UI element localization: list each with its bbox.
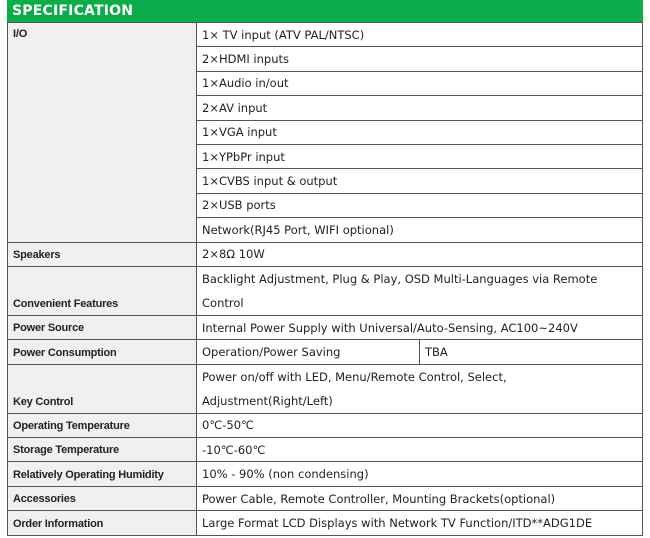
spec-table-container <box>7 0 643 536</box>
io-item: Network(RJ45 Port, WIFI optional) <box>197 218 643 242</box>
row-label: Relatively Operating Humidity <box>8 462 197 486</box>
table-row <box>8 462 643 486</box>
table-row <box>8 511 643 535</box>
row-label: Key Control <box>8 364 197 413</box>
table-row <box>8 340 643 364</box>
spec-header: SPECIFICATION <box>7 0 643 22</box>
row-value: Internal Power Supply with Universal/Auto-Sensing, AC100~240V <box>197 315 643 339</box>
row-value: -10℃-60℃ <box>197 438 643 462</box>
row-label: Accessories <box>8 486 197 510</box>
row-label: I/O <box>8 23 197 243</box>
row-value: Power on/off with LED, Menu/Remote Control, Select, Adjustment(Right/Left) <box>197 364 643 413</box>
table-row <box>8 364 643 413</box>
row-value: 0℃-50℃ <box>197 413 643 437</box>
row-label: Operating Temperature <box>8 413 197 437</box>
row-label: Order Information <box>8 511 197 535</box>
io-item: 2×USB ports <box>197 193 643 217</box>
row-value-2: TBA <box>420 340 643 364</box>
table-row <box>8 242 643 266</box>
spec-table <box>7 22 643 536</box>
table-row <box>8 315 643 339</box>
io-item: 1×VGA input <box>197 120 643 144</box>
io-item: 1×Audio in/out <box>197 71 643 95</box>
row-label: Convenient Features <box>8 266 197 315</box>
table-row <box>8 413 643 437</box>
row-value: 2×8Ω 10W <box>197 242 643 266</box>
io-item: 2×HDMI inputs <box>197 47 643 71</box>
row-value: Power Cable, Remote Controller, Mounting Brackets(optional) <box>197 486 643 510</box>
row-value: Backlight Adjustment, Plug & Play, OSD Multi-Languages via Remote Control <box>197 266 643 315</box>
table-row <box>8 486 643 510</box>
row-value: Large Format LCD Displays with Network TV Function/ITD**ADG1DE <box>197 511 643 535</box>
io-item: 1× TV input (ATV PAL/NTSC) <box>197 23 643 47</box>
row-label: Power Consumption <box>8 340 197 364</box>
row-label: Power Source <box>8 315 197 339</box>
row-label: Storage Temperature <box>8 438 197 462</box>
row-label: Speakers <box>8 242 197 266</box>
io-item: 1×YPbPr input <box>197 144 643 168</box>
table-row <box>8 23 643 47</box>
row-value: 10% - 90% (non condensing) <box>197 462 643 486</box>
table-row <box>8 266 643 315</box>
row-value: Operation/Power Saving <box>197 340 420 364</box>
io-item: 2×AV input <box>197 96 643 120</box>
io-item: 1×CVBS input & output <box>197 169 643 193</box>
table-row <box>8 438 643 462</box>
